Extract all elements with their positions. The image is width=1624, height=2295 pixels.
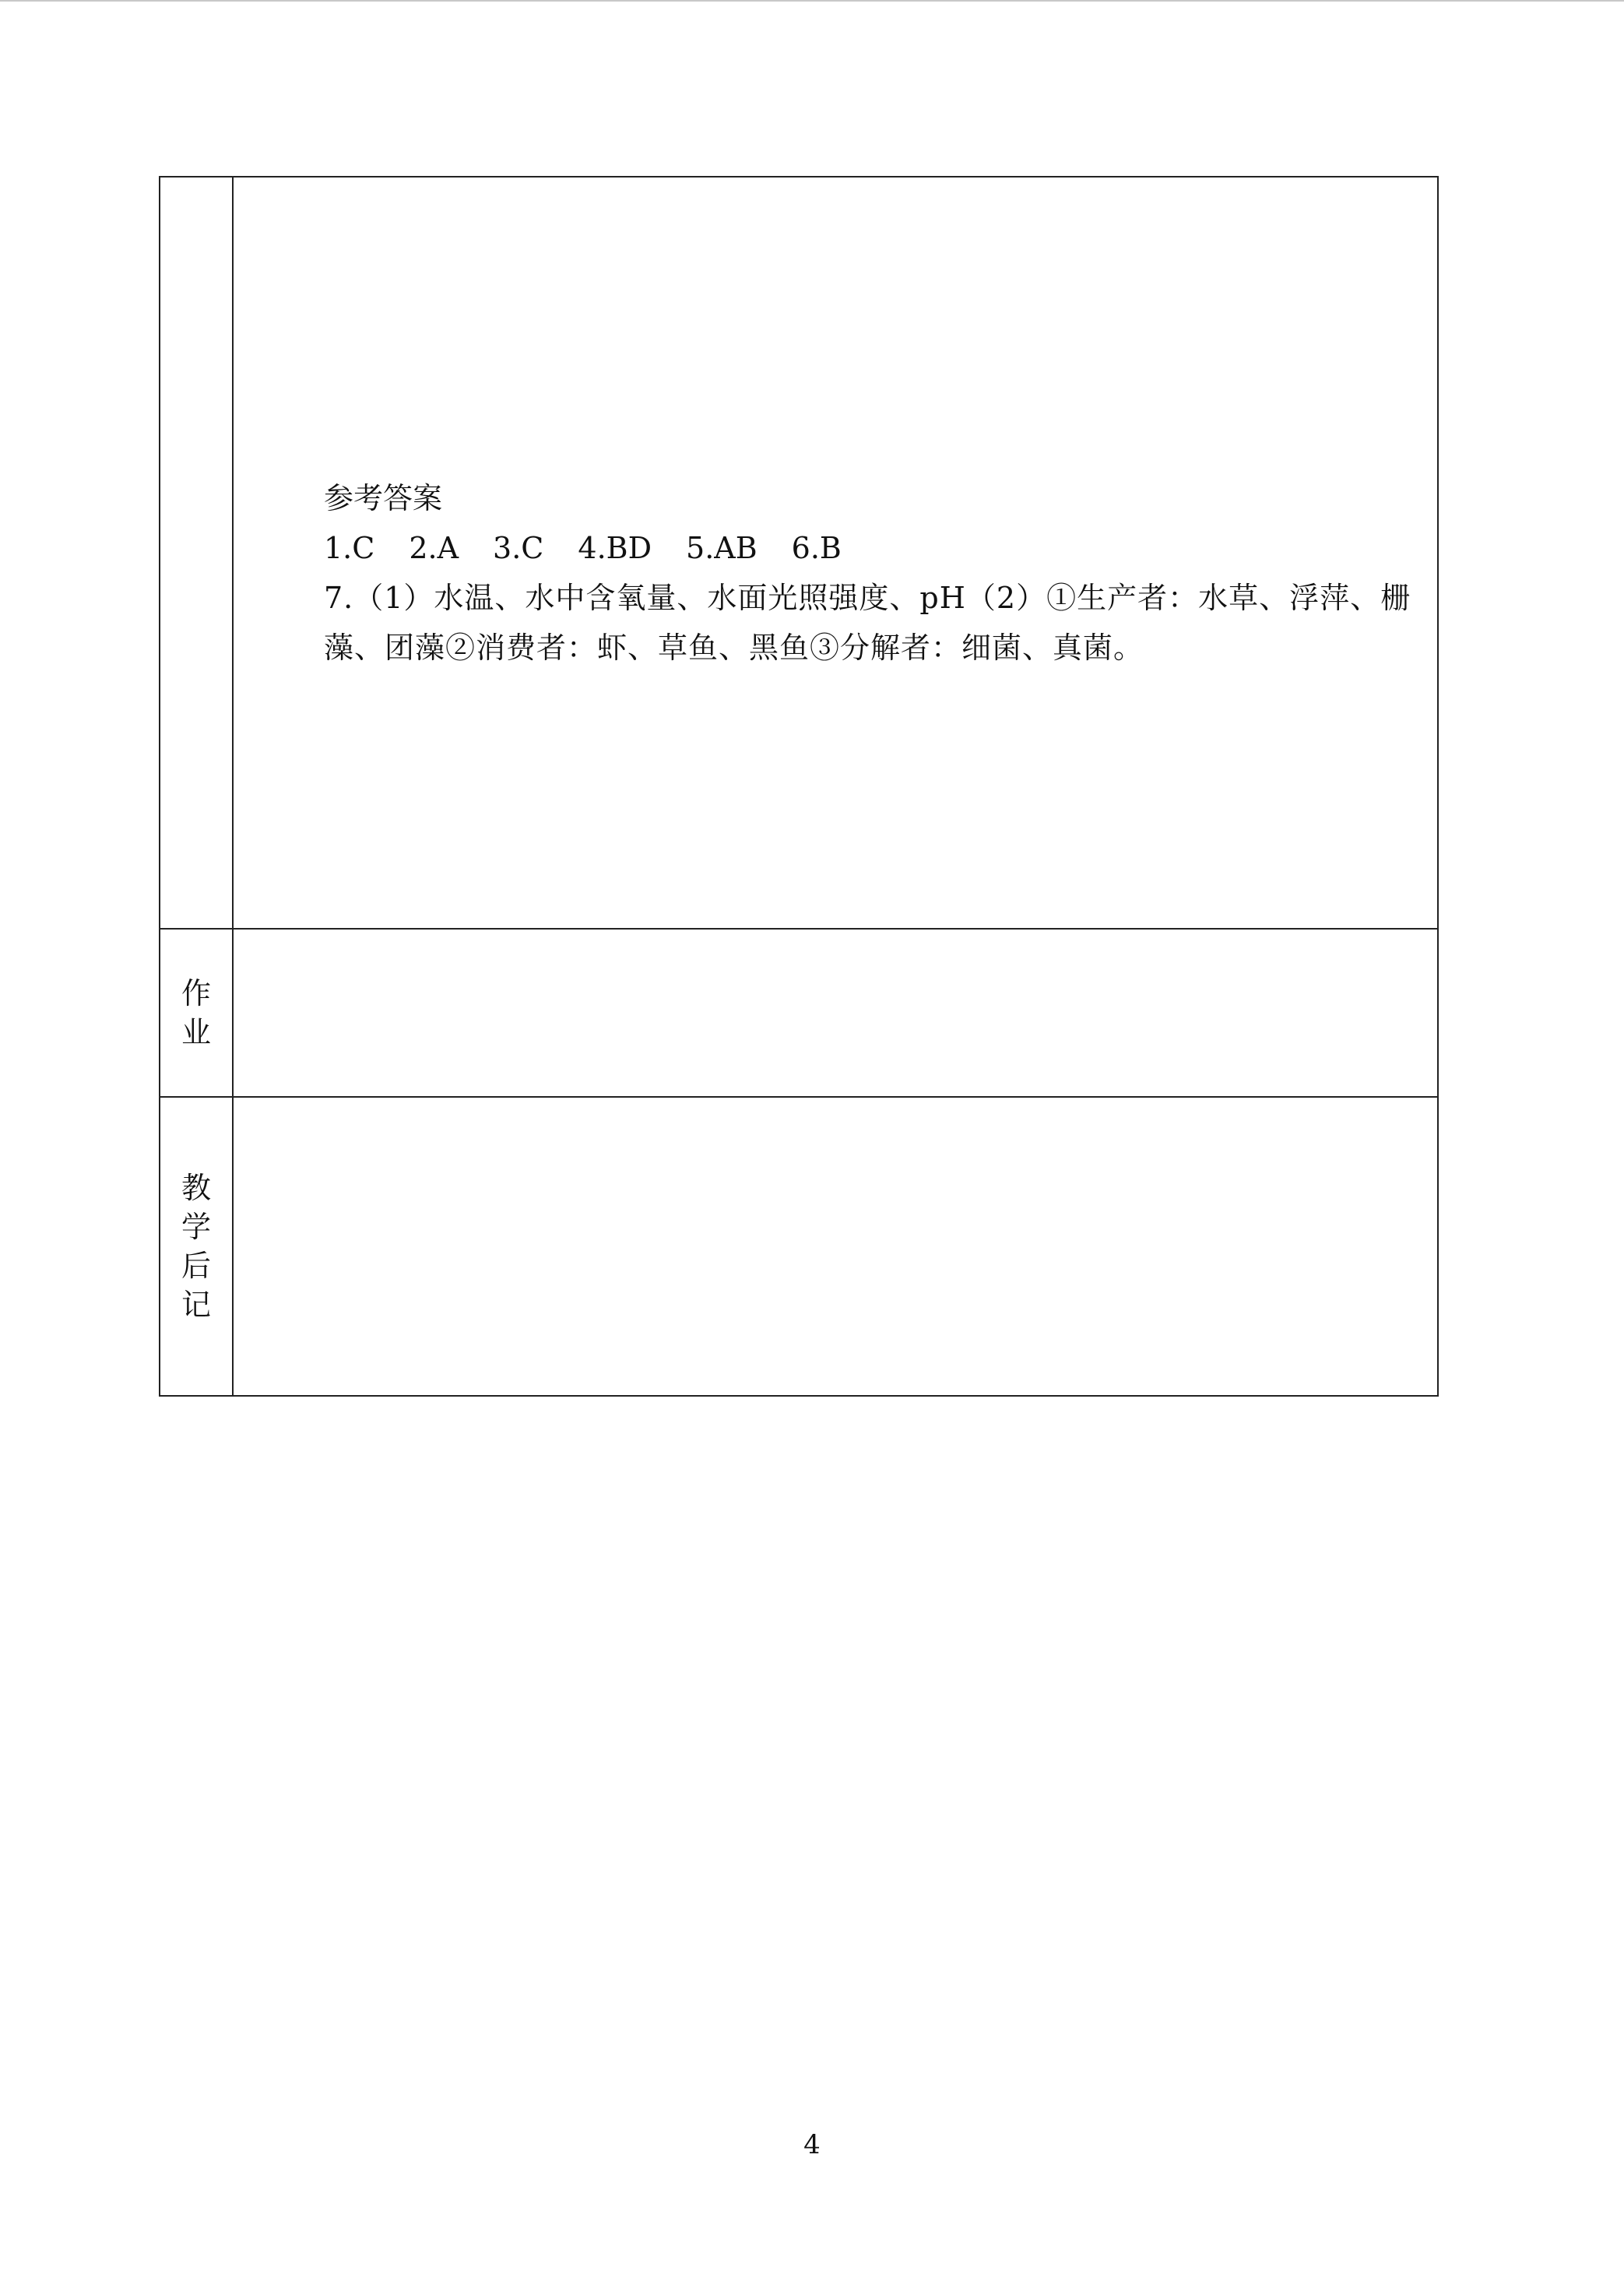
answer-7-line-1: 7.（1）水温、水中含氧量、水面光照强度、pH（2）①生产者：水草、浮萍、栅 (324, 581, 1411, 615)
answer-2: 2.A (409, 531, 459, 565)
table-row-answers (160, 177, 1438, 929)
answer-6: 6.B (791, 531, 842, 565)
reflection-label-char: 后 (181, 1249, 211, 1283)
reflection-content-cell (233, 1097, 1438, 1396)
answers-heading: 参考答案 (324, 481, 443, 515)
homework-label (160, 930, 232, 1096)
reflection-label-char: 教 (181, 1171, 211, 1205)
homework-label-char: 作 (181, 976, 211, 1010)
reflection-label-char: 记 (181, 1288, 211, 1322)
answer-5: 5.AB (686, 531, 758, 565)
multiple-choice-answers (324, 523, 1418, 573)
homework-label-cell (160, 929, 233, 1097)
homework-content-cell (233, 929, 1438, 1097)
answer-7-line-2: 藻、团藻②消费者：虾、草鱼、黑鱼③分解者：细菌、真菌。 (324, 631, 1144, 665)
reflection-label-cell (160, 1097, 233, 1396)
page-number: 4 (803, 2129, 821, 2160)
answers-content-cell (233, 177, 1438, 929)
lesson-plan-table (159, 176, 1439, 1397)
answer-1: 1.C (324, 531, 375, 565)
answers-content (234, 177, 1437, 673)
top-border-line (0, 0, 1624, 2)
table-row-reflection (160, 1097, 1438, 1396)
answers-label-cell (160, 177, 233, 929)
answer-4: 4.BD (578, 531, 652, 565)
answer-3: 3.C (493, 531, 544, 565)
homework-label-char: 业 (181, 1015, 211, 1049)
reflection-label (160, 1098, 232, 1395)
reflection-label-char: 学 (181, 1210, 211, 1244)
table-row-homework (160, 929, 1438, 1097)
